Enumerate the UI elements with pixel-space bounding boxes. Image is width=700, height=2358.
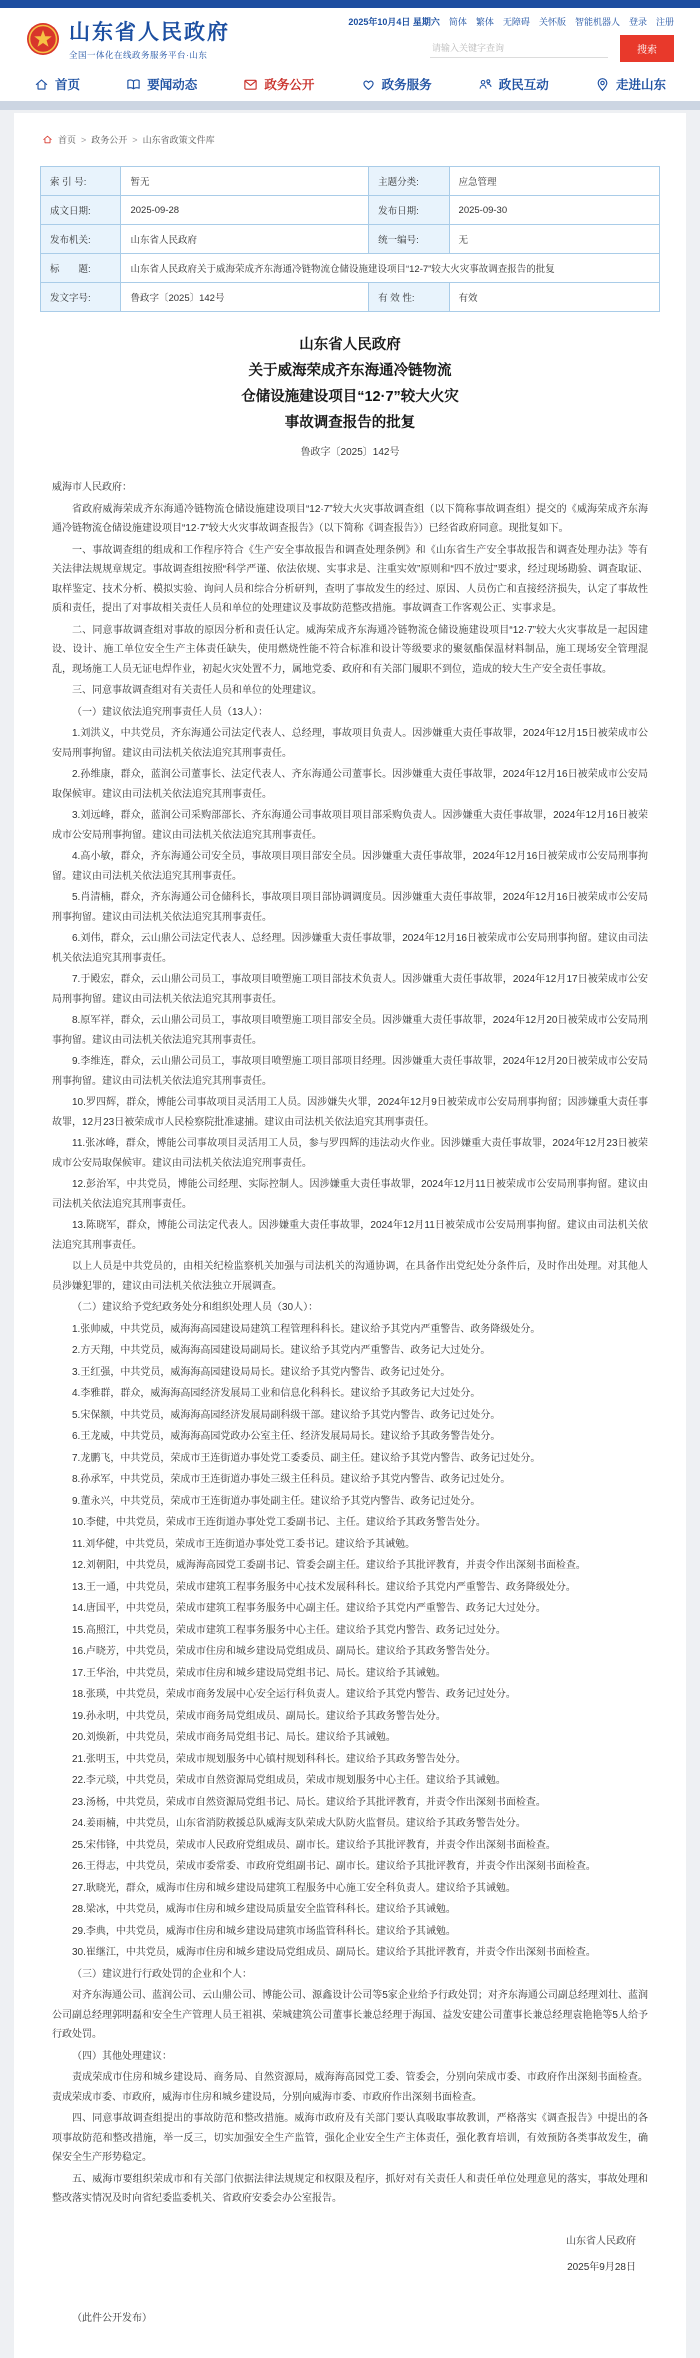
doc-paragraph: 威海市人民政府： [52, 482, 132, 493]
doc-paragraph: 以上人员是中共党员的，由相关纪检监察机关加强与司法机关的沟通协调，在具备作出党纪处分条件后，及时作出处理。对其他人员涉嫌犯罪的，建议由司法机关依法独立开展调查。 [52, 1261, 648, 1292]
search-bar [430, 35, 674, 62]
doc-paragraph: 9.李维连，群众，云山鼎公司员工，事故项目喷塑施工项目部项目经理。因涉嫌重大责任事故罪，2024年12月20日被荣成市公安局刑事拘留。建议由司法机关依法追究其刑事责任。 [52, 1056, 648, 1087]
meta-value: 鲁政字〔2025〕142号 [121, 283, 369, 312]
top-link[interactable]: 无障碍 [502, 17, 530, 27]
doc-paragraph: 二、同意事故调查组对事故的原因分析和责任认定。威海荣成齐东海通冷链物流仓储设施建设项目“12·7”较大火灾事故是一起因建设、设计、施工单位安全生产主体责任缺失，使用燃烧性能不符合标准和设计等级要求的聚氨酯保温材料制品，施工现场安全管理混乱，现场施工人员无证电焊作业，初起火灾处置不力，属地党委、政府和有关部门履职不到位，造成的较大生产安全责任事故。 [52, 624, 648, 675]
national-emblem-icon [26, 22, 60, 56]
search-button[interactable]: 搜索 [620, 35, 674, 62]
document-title-line: 事故调查报告的批复 [284, 415, 416, 431]
doc-paragraph: 17.王华治，中共党员，荣成市住房和城乡建设局党组书记、局长。建议给予其诫勉。 [72, 1667, 446, 1679]
meta-label: 发布日期: [369, 196, 449, 225]
document-title-line: 关于威海荣成齐东海通冷链物流 [248, 363, 452, 379]
meta-value: 2025-09-28 [121, 196, 369, 225]
doc-paragraph: 23.汤杨，中共党员，荣成市自然资源局党组书记、局长。建议给予其批评教育，并责令作出深刻书面检查。 [72, 1796, 546, 1808]
site-header [0, 8, 700, 67]
people-icon [478, 77, 493, 92]
nav-item-label: 政民互动 [498, 78, 549, 92]
search-input[interactable] [430, 39, 608, 58]
envelope-icon [243, 77, 258, 92]
top-link[interactable]: 繁体 [475, 17, 494, 27]
doc-paragraph: 4.李雅群，群众，威海海高园经济发展局工业和信息化科科长。建议给予其政务记大过处分。 [72, 1388, 481, 1399]
breadcrumb [42, 133, 660, 146]
breadcrumb-separator: > [132, 134, 138, 145]
meta-label: 统一编号: [369, 225, 449, 254]
site-title: 山东省人民政府 [69, 21, 230, 44]
meta-table-row [41, 225, 660, 254]
doc-paragraph: 对齐东海通公司、蓝润公司、云山鼎公司、博能公司、源鑫设计公司等5家企业给予行政处罚；对齐东海通公司副总经理刘壮、蓝润公司副总经理郭明磊和安全生产管理人员王祖祺、荣城建筑公司董事长兼总经理于海国、益发安建公司董事长兼总经理袁艳艳等5人给予行政处罚。 [52, 1990, 648, 2040]
breadcrumb-item[interactable]: 首页 [58, 135, 77, 145]
doc-paragraph: 1.张帅威，中共党员，威海海高园建设局建筑工程管理科科长。建议给予其党内严重警告、政务降级处分。 [72, 1323, 541, 1335]
meta-value: 2025-09-30 [449, 196, 659, 225]
meta-value: 山东省人民政府关于威海荣成齐东海通冷链物流仓储设施建设项目“12-7”较大火灾事故调查报告的批复 [121, 254, 660, 283]
meta-table-row [41, 196, 660, 225]
doc-paragraph: （四）其他处理建议： [72, 2050, 172, 2062]
doc-paragraph: （一）建议依法追究刑事责任人员（13人）： [72, 706, 269, 718]
doc-paragraph: 三、同意事故调查组对有关责任人员和单位的处理建议。 [72, 685, 322, 696]
doc-paragraph: 四、同意事故调查组提出的事故防范和整改措施。威海市政府及有关部门要认真吸取事故教训，严格落实《调查报告》中提出的各项事故防范和整改措施，举一反三，切实加强安全生产监管，强化企业安全生产主体责任，强化教育培训，有效预防各类事故发生，确保安全生产形势稳定。 [52, 2113, 648, 2163]
meta-value: 有效 [449, 283, 659, 312]
doc-paragraph: 7.于殿宏，群众，云山鼎公司员工，事故项目喷塑施工项目部技术负责人。因涉嫌重大责任事故罪，2024年12月17日被荣成市公安局刑事拘留。建议由司法机关依法追究其刑事责任。 [52, 974, 648, 1005]
doc-paragraph: 14.唐国平，中共党员，荣成市建筑工程事务服务中心副主任。建议给予其党内严重警告、政务记大过处分。 [72, 1603, 546, 1614]
doc-paragraph: 29.李典，中共党员，威海市住房和城乡建设局建筑市场监管科科长。建议给予其诫勉。 [72, 1925, 456, 1937]
doc-paragraph: 6.王龙威，中共党员，威海海高园党政办公室主任、经济发展局局长。建议给予其政务警告处分。 [72, 1431, 501, 1442]
doc-paragraph: 五、威海市要组织荣成市和有关部门依据法律法规规定和权限及程序，抓好对有关责任人和责任单位处理意见的落实，事故处理和整改落实情况及时向省纪委监委机关、省政府安委会办公室报告。 [52, 2173, 648, 2204]
brand[interactable] [26, 16, 230, 61]
signature-issuer: 山东省人民政府 [566, 2235, 636, 2247]
doc-paragraph: 27.耿晓光，群众，威海市住房和城乡建设局建筑工程服务中心施工安全科负责人。建议给予其诫勉。 [72, 1882, 516, 1894]
nav-item-label: 要闻动态 [147, 78, 198, 92]
doc-paragraph: 9.董永兴，中共党员，荣成市王连街道办事处副主任。建议给予其党内警告、政务记过处分。 [72, 1495, 481, 1507]
current-date: 2025年10月4日 星期六 [348, 17, 440, 27]
meta-value: 无 [449, 225, 659, 254]
doc-paragraph: 12.刘朝阳，中共党员，威海海高园党工委副书记、管委会副主任。建议给予其批评教育，并责令作出深刻书面检查。 [72, 1560, 586, 1571]
meta-label: 索 引 号: [41, 167, 121, 196]
doc-paragraph: 8.原军祥，群众，云山鼎公司员工，事故项目喷塑施工项目部安全员。因涉嫌重大责任事故罪，2024年12月20日被荣成市公安局刑事拘留。建议由司法机关依法追究其刑事责任。 [52, 1015, 648, 1046]
meta-table-row [41, 167, 660, 196]
doc-paragraph: 13.王一通，中共党员，荣成市建筑工程事务服务中心技术发展科科长。建议给予其党内严重警告、政务降级处分。 [72, 1581, 576, 1593]
breadcrumb-separator: > [81, 134, 87, 145]
doc-paragraph: 4.高小敏，群众，齐东海通公司安全员，事故项目项目部安全员。因涉嫌重大责任事故罪，2024年12月16日被荣成市公安局刑事拘留。建议由司法机关依法追究其刑事责任。 [52, 851, 648, 882]
doc-paragraph: 11.张冰峰，群众，博能公司事故项目灵活用工人员，参与罗四辉的违法动火作业。因涉嫌重大责任事故罪，2024年12月23日被荣成市公安局取保候审。建议由司法机关依法追究刑事责任。 [52, 1138, 648, 1169]
meta-value: 暂无 [121, 167, 369, 196]
nav-item-要闻动态[interactable] [126, 75, 197, 93]
doc-paragraph: 5.宋保额，中共党员，威海海高园经济发展局副科级干部。建议给予其党内警告、政务记过处分。 [72, 1409, 501, 1421]
doc-paragraph: 19.孙永明，中共党员，荣成市商务局党组成员、副局长。建议给予其政务警告处分。 [72, 1710, 446, 1722]
top-utility-links [348, 15, 674, 28]
top-link[interactable]: 智能机器人 [574, 17, 620, 27]
signature-block [52, 2229, 648, 2281]
doc-paragraph: 责成荣成市住房和城乡建设局、商务局、自然资源局，威海海高园党工委、管委会，分别向荣成市委、市政府作出深刻书面检查。责成荣成市委、市政府，威海市住房和城乡建设局，分别向威海市委、市政府作出深刻书面检查。 [52, 2072, 648, 2103]
document-title-line: 山东省人民政府 [299, 337, 401, 353]
nav-item-走进山东[interactable] [595, 75, 666, 93]
doc-paragraph: 16.卢晓芳，中共党员，荣成市住房和城乡建设局党组成员、副局长。建议给予其政务警告处分。 [72, 1646, 496, 1657]
doc-paragraph: 21.张明玉，中共党员，荣成市规划服务中心镇村规划科科长。建议给予其政务警告处分。 [72, 1753, 466, 1765]
meta-value: 应急管理 [449, 167, 659, 196]
signature-date: 2025年9月28日 [567, 2261, 636, 2273]
doc-paragraph: 3.王红强，中共党员，威海海高园建设局局长。建议给予其党内警告、政务记过处分。 [72, 1366, 451, 1378]
pin-icon [595, 77, 610, 92]
doc-paragraph: 1.刘洪义，中共党员，齐东海通公司法定代表人、总经理，事故项目负责人。因涉嫌重大责任事故罪，2024年12月15日被荣成市公安局刑事拘留。建议由司法机关依法追究其刑事责任。 [52, 728, 648, 759]
top-link[interactable]: 登录 [628, 17, 647, 27]
content-card [14, 113, 686, 2358]
meta-label: 主题分类: [369, 167, 449, 196]
doc-paragraph: 7.龙鹏飞，中共党员，荣成市王连街道办事处党工委委员、副主任。建议给予其党内警告、政务记过处分。 [72, 1452, 541, 1464]
meta-table-row [41, 254, 660, 283]
nav-item-政务公开[interactable] [243, 75, 314, 93]
document-article [40, 312, 660, 2324]
doc-paragraph: 13.陈晓军，群众，博能公司法定代表人。因涉嫌重大责任事故罪，2024年12月11日被荣成市公安局刑事拘留。建议由司法机关依法追究其刑事责任。 [52, 1220, 648, 1251]
meta-label: 标 题: [41, 254, 121, 283]
meta-label: 发布机关: [41, 225, 121, 254]
doc-paragraph: 15.高照江，中共党员，荣成市建筑工程事务服务中心主任。建议给予其党内警告、政务记过处分。 [72, 1624, 506, 1636]
doc-paragraph: 12.彭治军，中共党员，博能公司经理、实际控制人。因涉嫌重大责任事故罪，2024年12月11日被荣成市公安局刑事拘留。建议由司法机关依法追究其刑事责任。 [52, 1179, 648, 1210]
nav-item-label: 首页 [55, 78, 81, 92]
doc-paragraph: 10.罗四辉，群众，博能公司事故项目灵活用工人员。因涉嫌失火罪，2024年12月9日被荣成市公安局刑事拘留；因涉嫌重大责任事故罪，12月23日被荣成市人民检察院批准逮捕。建议由司法机关依法追究其刑事责任。 [52, 1097, 648, 1128]
publish-note: （此件公开发布） [72, 2312, 152, 2324]
main-navigation [0, 67, 700, 101]
document-title [52, 332, 648, 436]
home-icon [34, 77, 49, 92]
top-link[interactable]: 简体 [448, 17, 467, 27]
doc-paragraph: 18.张瑛，中共党员，荣成市商务发展中心安全运行科负责人。建议给予其党内警告、政务记过处分。 [72, 1689, 516, 1700]
document-number: 鲁政字〔2025〕142号 [300, 447, 400, 458]
meta-value: 山东省人民政府 [121, 225, 369, 254]
doc-paragraph: 26.王得志，中共党员，荣成市委常委、市政府党组副书记、副市长。建议给予其批评教育，并责令作出深刻书面检查。 [72, 1861, 596, 1872]
nav-item-首页[interactable] [34, 75, 80, 93]
site-subtitle: 全国一体化在线政务服务平台·山东 [69, 50, 208, 60]
doc-paragraph: 5.肖清楠，群众，齐东海通公司仓储科长，事故项目项目部协调调度员。因涉嫌重大责任事故罪，2024年12月16日被荣成市公安局刑事拘留。建议由司法机关依法追究其刑事责任。 [52, 892, 648, 923]
doc-paragraph: 2.方天翔，中共党员，威海海高园建设局副局长。建议给予其党内严重警告、政务记大过处分。 [72, 1345, 491, 1356]
document-body [52, 478, 648, 2209]
meta-label: 成文日期: [41, 196, 121, 225]
doc-paragraph: 8.孙承军，中共党员，荣成市王连街道办事处三级主任科员。建议给予其党内警告、政务记过处分。 [72, 1474, 511, 1485]
document-meta-table [40, 166, 660, 312]
breadcrumb-home-icon [42, 134, 53, 145]
breadcrumb-item[interactable]: 政务公开 [91, 135, 128, 145]
doc-paragraph: 2.孙维康，群众，蓝润公司董事长、法定代表人、齐东海通公司董事长。因涉嫌重大责任事故罪，2024年12月16日被荣成市公安局取保候审。建议由司法机关依法追究其刑事责任。 [52, 769, 648, 800]
top-strip [0, 0, 700, 8]
doc-paragraph: 6.刘伟，群众，云山鼎公司法定代表人、总经理。因涉嫌重大责任事故罪，2024年12月16日被荣成市公安局刑事拘留。建议由司法机关依法追究其刑事责任。 [52, 933, 648, 964]
doc-paragraph: 一、事故调查组的组成和工作程序符合《生产安全事故报告和调查处理条例》和《山东省生产安全事故报告和调查处理办法》等有关法律法规规章规定。事故调查组按照“科学严谨、依法依规、实事求是、注重实效”原则和“四不放过”要求，经过现场勘验、调查取证、取样鉴定、技术分析、模拟实验、询问人员和综合分析研判，查明了事故发生的经过、原因、人员伤亡和直接经济损失，认定了事故性质和责任，提出了对事故相关责任人员和单位的处理建议及事故防范整改措施。事故调查工作客观公正、实事求是。 [52, 544, 648, 614]
doc-paragraph: 24.姜雨楠，中共党员，山东省消防救援总队威海支队荣成大队防火监督员。建议给予其政务警告处分。 [72, 1818, 526, 1829]
nav-item-label: 政务服务 [381, 78, 432, 92]
doc-paragraph: 20.刘焕新，中共党员，荣成市商务局党组书记、局长。建议给予其诫勉。 [72, 1732, 396, 1743]
meta-table-row [41, 283, 660, 312]
meta-label: 有 效 性: [369, 283, 449, 312]
meta-label: 发文字号: [41, 283, 121, 312]
doc-paragraph: 25.宋伟锋，中共党员，荣成市人民政府党组成员、副市长。建议给予其批评教育，并责令作出深刻书面检查。 [72, 1839, 556, 1851]
top-link[interactable]: 关怀版 [538, 17, 566, 27]
doc-paragraph: 省政府威海荣成齐东海通冷链物流仓储设施建设项目“12·7”较大火灾事故调查组（以下简称事故调查组）提交的《威海荣成齐东海通冷链物流仓储设施建设项目“12·7”较大火灾事故调查报告》（以下简称《调查报告》）已经省政府同意。现批复如下。 [52, 503, 648, 534]
book-icon [126, 77, 141, 92]
doc-paragraph: （二）建议给予党纪政务处分和组织处理人员（30人）： [72, 1302, 319, 1313]
nav-separator [0, 101, 700, 110]
doc-paragraph: 28.梁冰，中共党员，威海市住房和城乡建设局质量安全监管科科长。建议给予其诫勉。 [72, 1904, 456, 1915]
nav-item-政务服务[interactable] [361, 75, 432, 93]
doc-paragraph: （三）建议进行行政处罚的企业和个人： [72, 1968, 252, 1980]
doc-paragraph: 22.李元琰，中共党员，荣成市自然资源局党组成员，荣成市规划服务中心主任。建议给予其诫勉。 [72, 1775, 506, 1786]
doc-paragraph: 3.刘远峰，群众，蓝润公司采购部部长、齐东海通公司事故项目项目部采购负责人。因涉嫌重大责任事故罪，2024年12月16日被荣成市公安局刑事拘留。建议由司法机关依法追究其刑事责任。 [52, 810, 648, 841]
nav-item-政民互动[interactable] [478, 75, 549, 93]
doc-paragraph: 11.刘华健，中共党员，荣成市王连街道办事处党工委书记。建议给予其诫勉。 [72, 1538, 416, 1550]
nav-item-label: 政务公开 [264, 78, 315, 92]
nav-item-label: 走进山东 [615, 78, 666, 92]
doc-paragraph: 10.李健，中共党员，荣成市王连街道办事处党工委副书记、主任。建议给予其政务警告处分。 [72, 1517, 486, 1528]
document-title-line: 仓储设施建设项目“12·7”较大火灾 [241, 389, 459, 405]
breadcrumb-item[interactable]: 山东省政策文件库 [142, 135, 215, 145]
heart-icon [361, 77, 376, 92]
top-link[interactable]: 注册 [655, 17, 674, 27]
doc-paragraph: 30.崔继江，中共党员，威海市住房和城乡建设局党组成员、副局长。建议给予其批评教育，并责令作出深刻书面检查。 [72, 1947, 596, 1958]
